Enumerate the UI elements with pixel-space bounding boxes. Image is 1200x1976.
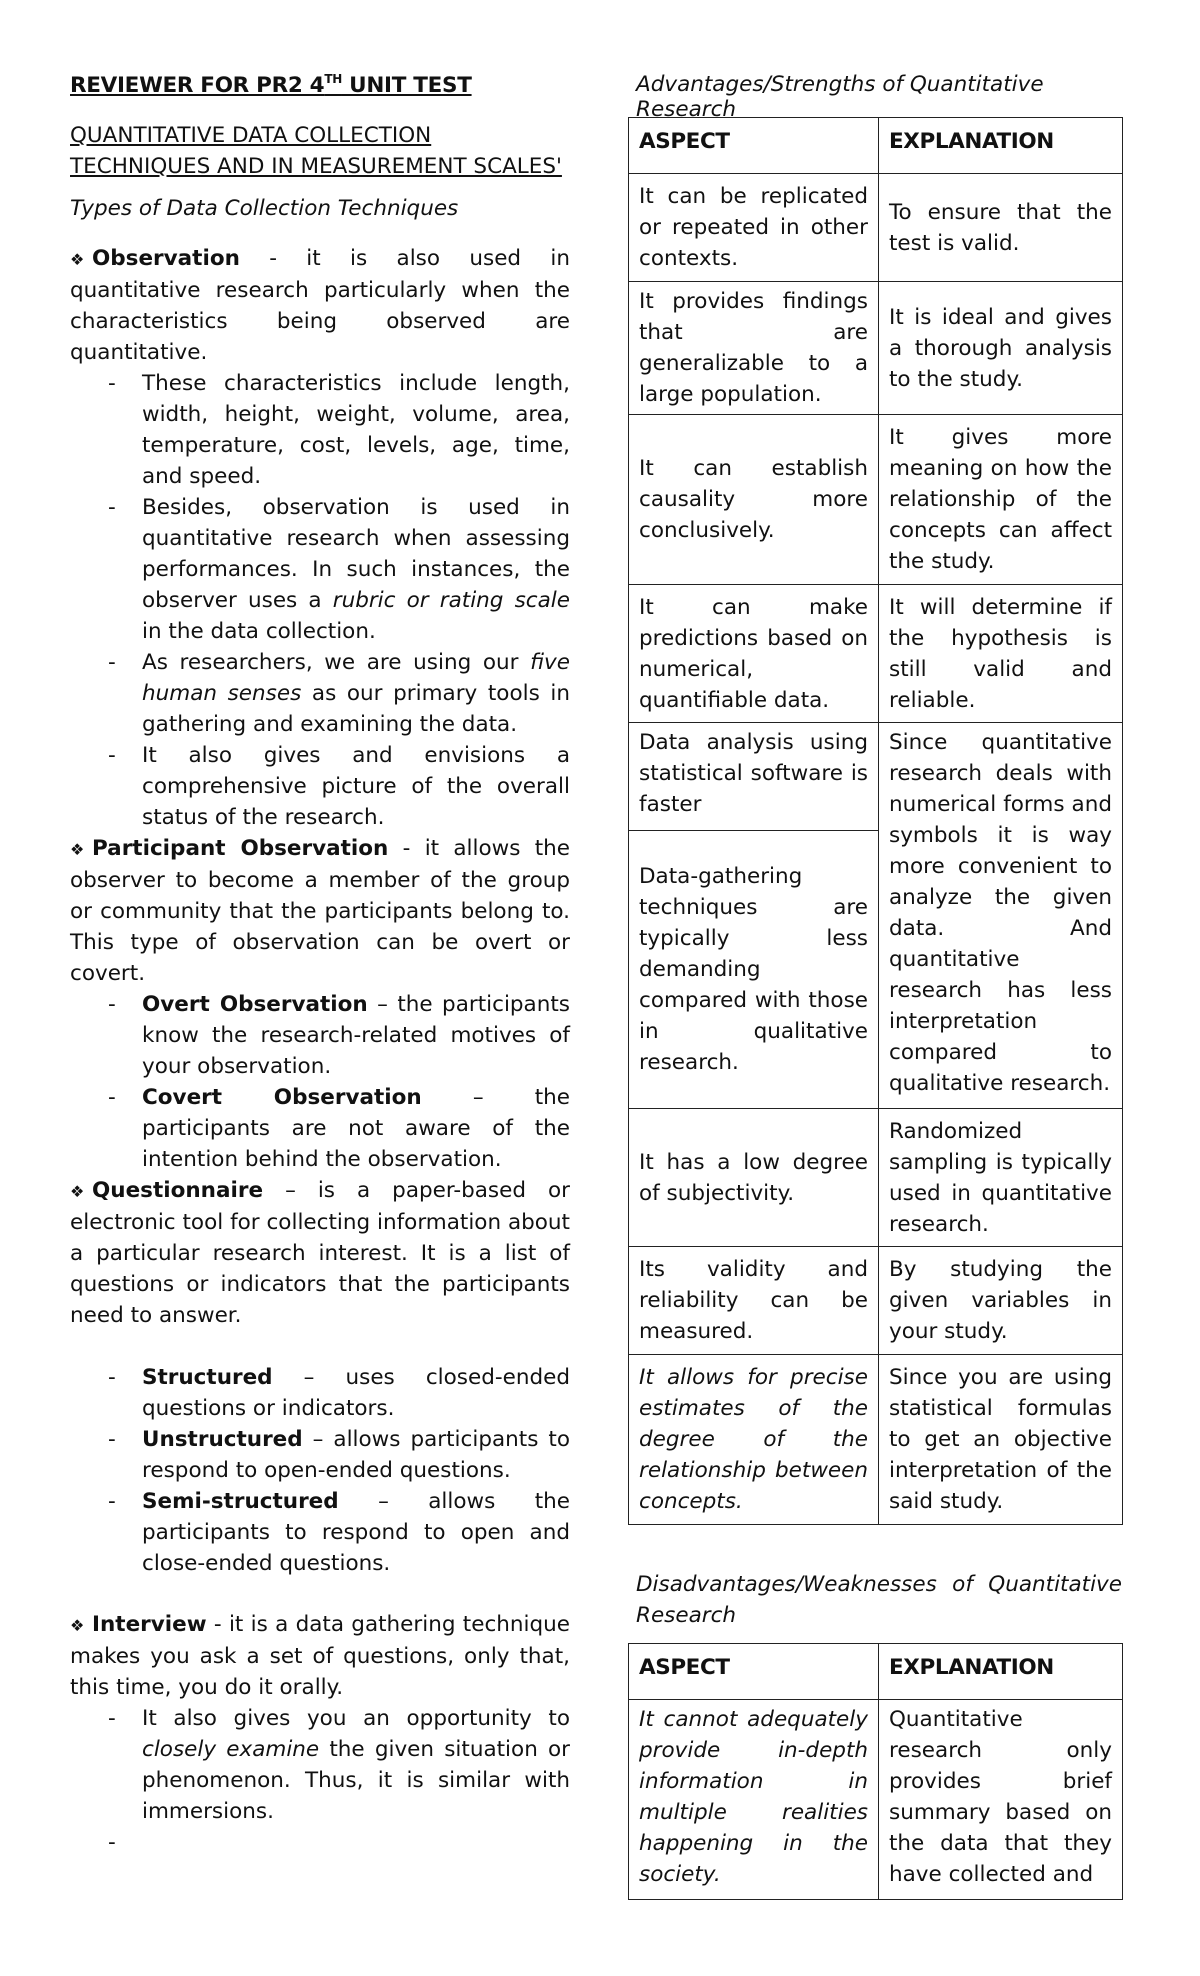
explanation-cell: By studying the given variables in your study. <box>879 1247 1123 1355</box>
aspect-cell: Data-gathering techniques are typically less demanding compared with those in qualitative research. <box>629 831 879 1109</box>
table-row <box>629 585 1123 723</box>
list-item: - These characteristics include length, width, height, weight, volume, area, temperature, cost, levels, age, time, and speed. <box>108 371 570 489</box>
aspect-cell: It allows for precise estimates of the degree of the relationship between concepts. <box>629 1355 879 1525</box>
explanation-cell: Since you are using statistical formulas to get an objective interpretation of the said study. <box>879 1355 1123 1525</box>
list-item: - Unstructured – allows participants to respond to open-ended questions. <box>108 1427 570 1483</box>
list-item: - Besides, observation is used in quantitative research when assessing performances. In such instances, the observer uses a rubric or rating scale in the data collection. <box>108 495 570 644</box>
explanation-cell: Quantitative research only provides brief summary based on the data that they have collected and <box>879 1700 1123 1900</box>
aspect-cell: It provides findings that are generalizable to a large population. <box>629 282 879 415</box>
observation-desc: - it is also used in quantitative research particularly when the characteristics being observed are quantitative. <box>70 246 570 365</box>
list-item: - It also gives you an opportunity to closely examine the given situation or phenomenon. Thus, it is similar with immersions. <box>108 1706 570 1824</box>
page-title: REVIEWER FOR PR2 4TH UNIT TEST <box>70 72 472 98</box>
column-header-aspect: ASPECT <box>629 1644 879 1700</box>
list-item: - Structured – uses closed-ended questions or indicators. <box>108 1365 570 1421</box>
disadvantages-heading: Disadvantages/Weaknesses of Quantitative Research <box>636 1572 1122 1628</box>
list-item: - Overt Observation – the participants know the research-related motives of your observation. <box>108 992 570 1079</box>
table-row <box>629 1700 1123 1900</box>
diamond-bullet-icon: ❖ <box>70 1616 85 1635</box>
column-header-explanation: EXPLANATION <box>879 118 1123 174</box>
aspect-cell: Data analysis using statistical software is faster <box>629 723 879 831</box>
aspect-cell: It cannot adequately provide in-depth information in multiple realities happening in the society. <box>629 1700 879 1900</box>
explanation-cell: It gives more meaning on how the relationship of the concepts can affect the study. <box>879 415 1123 585</box>
aspect-cell: It has a low degree of subjectivity. <box>629 1109 879 1247</box>
list-item: - As researchers, we are using our five human senses as our primary tools in gathering and examining the data. <box>108 650 570 737</box>
interview-points <box>70 1703 570 1858</box>
advantages-table <box>628 117 1123 1525</box>
aspect-cell: It can make predictions based on numerical, quantifiable data. <box>629 585 879 723</box>
topic-subtitle: QUANTITATIVE DATA COLLECTION TECHNIQUES AND IN MEASUREMENT SCALES' <box>70 123 562 179</box>
table-row <box>629 1355 1123 1525</box>
participant-observation-block <box>70 833 570 1175</box>
advantages-heading: Advantages/Strengths of Quantitative Research <box>636 72 1044 122</box>
interview-term: Interview <box>92 1612 207 1637</box>
participant-desc: - it allows the observer to become a member of the group or community that the participants belong to. This type of observation can be overt or covert. <box>70 836 571 986</box>
aspect-cell: Its validity and reliability can be measured. <box>629 1247 879 1355</box>
list-item: - Semi-structured – allows the participants to respond to open and close-ended questions. <box>108 1489 570 1576</box>
aspect-cell: It can establish causality more conclusively. <box>629 415 879 585</box>
column-header-aspect: ASPECT <box>629 118 879 174</box>
diamond-bullet-icon: ❖ <box>70 250 85 269</box>
explanation-cell: It will determine if the hypothesis is still valid and reliable. <box>879 585 1123 723</box>
observation-points <box>70 368 570 833</box>
explanation-cell: To ensure that the test is valid. <box>879 174 1123 282</box>
table-row <box>629 723 1123 831</box>
observation-term: Observation <box>92 246 240 271</box>
table-row <box>629 415 1123 585</box>
interview-desc: - it is a data gathering technique makes you ask a set of questions, only that, this time, you do it orally. <box>70 1612 570 1700</box>
explanation-cell: Randomized sampling is typically used in quantitative research. <box>879 1109 1123 1247</box>
explanation-cell: It is ideal and gives a thorough analysis to the study. <box>879 282 1123 415</box>
aspect-cell: It can be replicated or repeated in other contexts. <box>629 174 879 282</box>
questionnaire-types <box>70 1362 570 1579</box>
participant-term: Participant Observation <box>92 836 389 861</box>
diamond-bullet-icon: ❖ <box>70 1182 85 1201</box>
list-item: - It also gives and envisions a comprehensive picture of the overall status of the research. <box>108 743 570 830</box>
table-row <box>629 1644 1123 1700</box>
questionnaire-desc: – is a paper-based or electronic tool for collecting information about a particular research interest. It is a list of questions or indicators that the participants need to answer. <box>70 1178 570 1328</box>
disadvantages-table <box>628 1643 1123 1900</box>
table-row <box>629 1109 1123 1247</box>
observation-block <box>70 243 570 833</box>
diamond-bullet-icon: ❖ <box>70 840 85 859</box>
list-item: - <box>108 1830 116 1855</box>
list-item: - Covert Observation – the participants are not aware of the intention behind the observation. <box>108 1085 570 1172</box>
questionnaire-block <box>70 1175 570 1579</box>
questionnaire-term: Questionnaire <box>92 1178 264 1203</box>
table-row <box>629 118 1123 174</box>
table-row <box>629 282 1123 415</box>
section-heading: Types of Data Collection Techniques <box>70 196 459 221</box>
column-header-explanation: EXPLANATION <box>879 1644 1123 1700</box>
participant-points <box>70 989 570 1175</box>
table-row <box>629 1247 1123 1355</box>
interview-block <box>70 1609 570 1858</box>
explanation-cell: Since quantitative research deals with numerical forms and symbols it is way more convenient to analyze the given data. And quantitative research has less interpretation compared to qualitative research. <box>879 723 1123 1109</box>
table-row <box>629 174 1123 282</box>
